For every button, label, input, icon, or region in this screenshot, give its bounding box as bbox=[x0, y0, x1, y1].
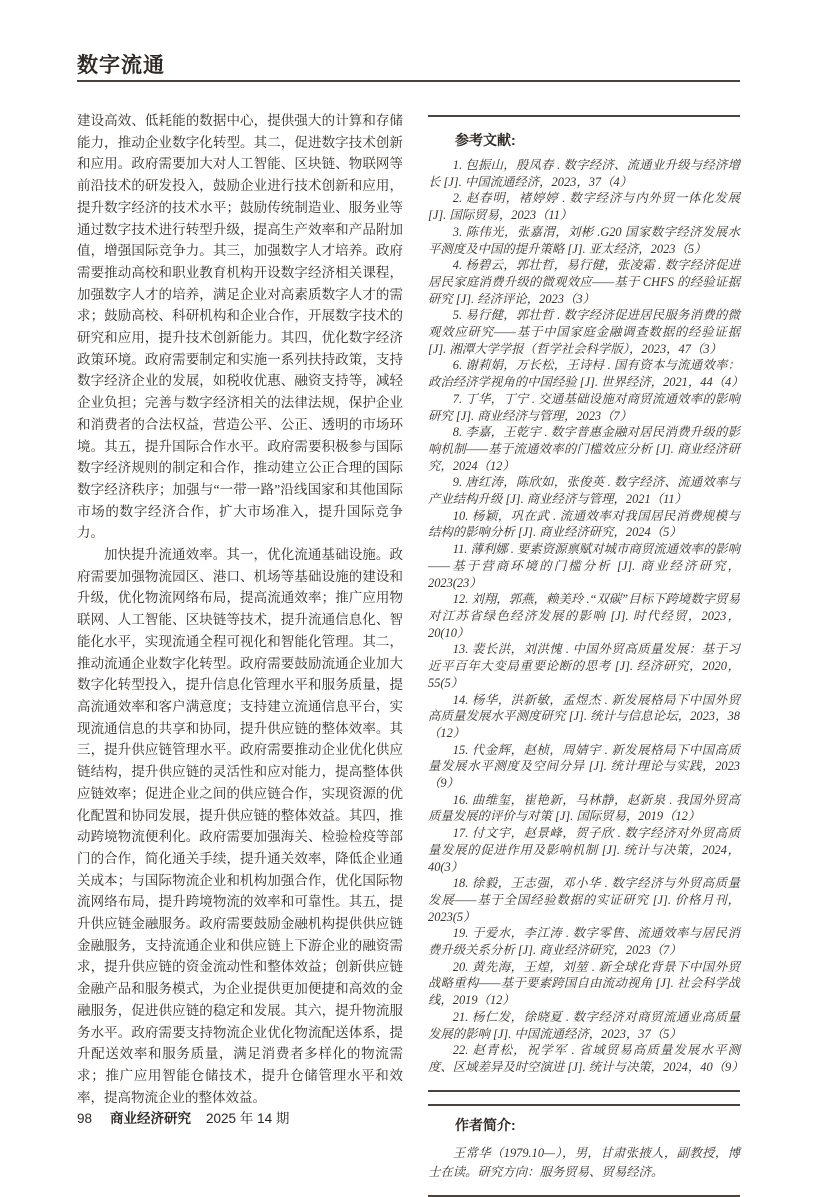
issue-info: 2025 年 14 期 bbox=[206, 1111, 290, 1126]
author-profile-box bbox=[428, 1104, 740, 1197]
references-end-rule bbox=[428, 1090, 740, 1092]
references-heading: 参考文献: bbox=[455, 132, 516, 148]
reference-item: 16. 曲维玺，崔艳新，马林静，赵新泉 . 我国外贸高质量发展的评价与对策 [J]. 国际贸易，2019（12） bbox=[428, 792, 740, 824]
reference-item: 17. 付文宇，赵景峰，贺子欣 . 数字经济对外贸高质量发展的促进作用及影响机制 [J]. 统计与决策，2024，40(3） bbox=[428, 826, 740, 874]
reference-item: 13. 裴长洪，刘洪愧 . 中国外贸高质量发展：基于习近平百年大变局重要论断的思考 [J]. 经济研究，2020，55(5） bbox=[428, 642, 740, 690]
article-body-column bbox=[77, 110, 403, 1108]
article-paragraph: 建设高效、低耗能的数据中心，提供强大的计算和存储能力，推动企业数字化转型。其二，促进数字技术创新和应用。政府需要加大对人工智能、区块链、物联网等前沿技术的研发投入，鼓励企业进行技术创新和应用，提升数字经济的技术水平；鼓励传统制造业、服务业等通过数字技术进行转型升级，提高生产效率和产品附加值，增强国际竞争力。其三，加强数字人才培养。政府需要推动高校和职业教育机构开设数字经济相关课程，加强数字人才的培养，满足企业对高素质数字人才的需求；鼓励高校、科研机构和企业合作，开展数字技术的研究和应用，提升技术创新能力。其四，优化数字经济政策环境。政府需要制定和实施一系列扶持政策，支持数字经济企业的发展，如税收优惠、融资支持等，减轻企业负担；完善与数字经济相关的法律法规，保护企业和消费者的合法权益，营造公平、公正、透明的市场环境。其五，提升国际合作水平。政府需要积极参与国际数字经济规则的制定和合作，推动建立公正合理的国际数字经济秩序；加强与“一带一路”沿线国家和其他国际市场的数字经济合作，扩大市场准入，提升国际竞争力。 bbox=[77, 113, 403, 541]
header-rule bbox=[77, 80, 740, 82]
author-bio-text: 王常华（1979.10—），男，甘肃张掖人，副教授，博士在读。研究方向：服务贸易、贸易经济。 bbox=[428, 1145, 740, 1179]
page-footer bbox=[77, 1107, 289, 1127]
reference-item: 19. 于爱水，李江涛 . 数字零售、流通效率与居民消费升级关系分析 [J]. 商业经济研究，2023（7） bbox=[428, 926, 740, 958]
reference-item: 14. 杨华，洪新敏，孟煜杰 . 新发展格局下中国外贸高质量发展水平测度研究 [J]. 统计与信息论坛，2023，38（12） bbox=[428, 692, 740, 740]
reference-item: 8. 李嘉，王乾宇 . 数字普惠金融对居民消费升级的影响机制——基于流通效率的门槛效应分析 [J]. 商业经济研究，2024（12） bbox=[428, 425, 740, 473]
reference-item: 12. 刘翔，郭燕，赖美玲 .“双碳”目标下跨境数字贸易对江苏省绿色经济发展的影响 [J]. 时代经贸，2023，20(10） bbox=[428, 592, 740, 640]
reference-item: 6. 谢莉娟，万长松，王诗桪 . 国有资本与流通效率：政治经济学视角的中国经验 [J]. 世界经济，2021，44（4） bbox=[428, 358, 744, 390]
article-paragraph: 加快提升流通效率。其一，优化流通基础设施。政府需要加强物流园区、港口、机场等基础设施的建设和升级，优化物流网络布局，提高流通效率；推广应用物联网、人工智能、区块链等技术，提升流通信息化、智能化水平，实现流通全程可视化和智能化管理。其二，推动流通企业数字化转型。政府需要鼓励流通企业加大数字化转型投入，提升信息化管理水平和服务质量，提高流通效率和客户满意度；支持建立流通信息平台，实现流通信息的共享和协同，提升供应链的整体效率。其三，提升供应链管理水平。政府需要推动企业优化供应链结构，提升供应链的灵活性和应对能力，提高整体供应链效率；促进企业之间的供应链合作，实现资源的优化配置和协同发展，提升供应链的整体效益。其四，推动跨境物流便利化。政府需要加强海关、检验检疫等部门的合作，简化通关手续，提升通关效率，降低企业通关成本；与国际物流企业和机构加强合作，优化国际物流网络布局，提升跨境物流的效率和可靠性。其五，提升供应链金融服务。政府需要鼓励金融机构提供供应链金融服务，支持流通企业和供应链上下游企业的融资需求，提升供应链的资金流动性和整体效益；创新供应链金融产品和服务模式，为企业提供更加便捷和高效的金融服务，促进供应链的稳定和发展。其六，提升物流服务水平。政府需要支持物流企业优化物流配送体系，提升配送效率和服务质量，满足消费者多样化的物流需求；推广应用智能仓储技术，提升仓储管理水平和效率，提高物流企业的整体效益。 bbox=[77, 547, 403, 1105]
reference-item: 10. 杨颖，巩在武 . 流通效率对我国居民消费规模与结构的影响分析 [J]. 商业经济研究，2024（5） bbox=[428, 508, 740, 540]
reference-item: 20. 黄先海，王煌，刘堃 . 新全球化背景下中国外贸战略重构——基于要素跨国自由流动视角 [J]. 社会科学战线，2019（12） bbox=[428, 959, 740, 1008]
references-column bbox=[428, 115, 744, 1197]
reference-item: 22. 赵青松，祝学军 . 省域贸易高质量发展水平测度、区域差异及时空演进 [J]. 统计与决策，2024，40（9） bbox=[428, 1043, 744, 1074]
references-list bbox=[428, 157, 744, 1076]
reference-item: 15. 代金辉，赵桢，周婧宇 . 新发展格局下中国高质量发展水平测度及空间分异 [J]. 统计理论与实践，2023（9） bbox=[428, 742, 740, 791]
reference-item: 3. 陈伟光，张嘉渭，刘彬 .G20 国家数字经济发展水平测度及中国的提升策略 [J]. 亚太经济，2023（5） bbox=[428, 224, 740, 256]
reference-item: 4. 杨碧云，郭壮哲，易行健，张凌霜 . 数字经济促进居民家庭消费升级的微观效应——基于 CHFS 的经验证据研究 [J]. 经济评论，2023（3） bbox=[428, 258, 740, 306]
reference-item: 5. 易行健，郭壮哲 . 数字经济促进居民服务消费的微观效应研究——基于中国家庭金融调查数据的经验证据 [J]. 湘潭大学学报（哲学社会科学版），2023，47（3） bbox=[428, 308, 740, 356]
references-top-rule bbox=[428, 115, 740, 117]
article-paragraphs bbox=[77, 110, 403, 1108]
reference-item: 1. 包振山，殷凤春 . 数字经济、流通业升级与经济增长 [J]. 中国流通经济，2023，37（4） bbox=[428, 158, 740, 189]
reference-item: 2. 赵春明，褚婷婷 . 数字经济与内外贸一体化发展 [J]. 国际贸易，2023（11） bbox=[428, 191, 740, 223]
reference-item: 7. 丁华，丁宁 . 交通基础设施对商贸流通效率的影响研究 [J]. 商业经济与管理，2023（7） bbox=[428, 391, 740, 423]
section-title: 数字流通 bbox=[77, 54, 165, 77]
author-profile-heading: 作者简介: bbox=[455, 1116, 516, 1133]
page-number: 98 bbox=[77, 1111, 93, 1126]
reference-item: 21. 杨仁发，徐晓夏 . 数字经济对商贸流通业高质量发展的影响 [J]. 中国流通经济，2023，37（5） bbox=[428, 1009, 740, 1041]
journal-name: 商业经济研究 bbox=[110, 1111, 192, 1126]
reference-item: 18. 徐毅，王志强，邓小华 . 数字经济与外贸高质量发展——基于全国经验数据的实证研究 [J]. 价格月刊，2023(5） bbox=[428, 876, 740, 924]
reference-item: 11. 薄利娜 . 要素资源禀赋对城市商贸流通效率的影响——基于营商环境的门槛分析 [J]. 商业经济研究，2023(23） bbox=[428, 542, 740, 590]
reference-item: 9. 唐红涛，陈欣如，张俊英 . 数字经济、流通效率与产业结构升级 [J]. 商业经济与管理，2021（11） bbox=[428, 475, 740, 507]
